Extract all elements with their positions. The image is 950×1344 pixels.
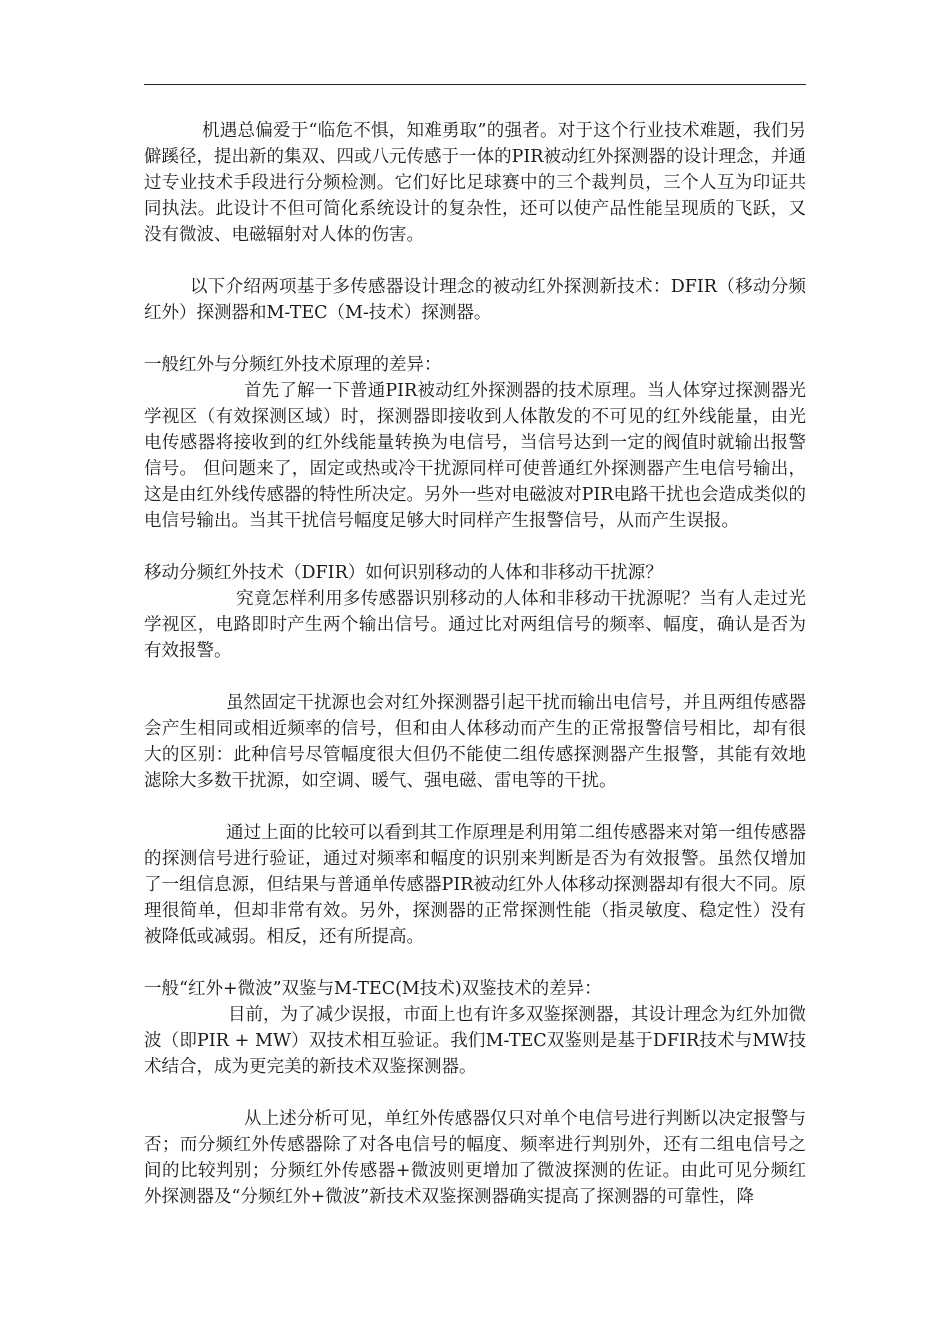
document-body [144, 118, 806, 1210]
paragraph-dfir-how: 究竟怎样利用多传感器识别移动的人体和非移动干扰源呢？当有人走过光学视区，电路即时产生两个输出信号。通过比对两组信号的频率、幅度，确认是否为有效报警。 [144, 589, 806, 661]
section-heading-dual-tech: 一般“红外+微波”双鉴与M-TEC(M技术)双鉴技术的差异： [144, 979, 602, 999]
paragraph-gap [144, 534, 806, 560]
paragraph-pir-principle: 首先了解一下普通PIR被动红外探测器的技术原理。当人体穿过探测器光学视区（有效探测区域）时，探测器即接收到人体散发的不可见的红外线能量，由光电传感器将接收到的红外线能量转换为电信号，当信号达到一定的阀值时就输出报警信号。 但问题来了，固定或热或冷干扰源同样可使普通红外探测器产生电信号输出，这是由红外线传感器的特性所决定。另外一些对电磁波对PIR电路干扰也会造成类似的电信号输出。当其干扰信号幅度足够大时同样产生报警信号，从而产生误报。 [144, 381, 806, 531]
paragraph-gap [144, 950, 806, 976]
paragraph-gap [144, 794, 806, 820]
paragraph-intro: 机遇总偏爱于“临危不惧，知难勇取”的强者。对于这个行业技术难题，我们另僻蹊径，提出新的集双、四或八元传感于一体的PIR被动红外探测器的设计理念，并通过专业技术手段进行分频检测。它们好比足球赛中的三个裁判员，三个人互为印证共同执法。此设计不但可简化系统设计的复杂性，还可以使产品性能呈现质的飞跃，又没有微波、电磁辐射对人体的伤害。 [144, 121, 806, 245]
paragraph-comparison: 通过上面的比较可以看到其工作原理是利用第二组传感器来对第一组传感器的探测信号进行验证，通过对频率和幅度的识别来判断是否为有效报警。虽然仅增加了一组信息源，但结果与普通单传感器PIR被动红外人体移动探测器却有很大不同。原理很简单，但却非常有效。另外，探测器的正常探测性能（指灵敏度、稳定性）没有被降低或减弱。相反，还有所提高。 [144, 823, 806, 947]
paragraph-gap [144, 1080, 806, 1106]
paragraph-gap [144, 664, 806, 690]
section-heading-difference: 一般红外与分频红外技术原理的差异： [144, 355, 442, 375]
paragraph-fixed-interference: 虽然固定干扰源也会对红外探测器引起干扰而输出电信号，并且两组传感器会产生相同或相近频率的信号，但和由人体移动而产生的正常报警信号相比，却有很大的区别：此种信号尽管幅度很大但仍不能使二组传感探测器产生报警，其能有效地滤除大多数干扰源，如空调、暖气、强电磁、雷电等的干扰。 [144, 693, 806, 791]
header-rule [144, 84, 806, 85]
paragraph-overview: 以下介绍两项基于多传感器设计理念的被动红外探测新技术：DFIR（移动分频红外）探测器和M-TEC（M-技术）探测器。 [144, 277, 806, 323]
paragraph-gap [144, 326, 806, 352]
paragraph-conclusion: 从上述分析可见，单红外传感器仅只对单个电信号进行判断以决定报警与否；而分频红外传感器除了对各电信号的幅度、频率进行判别外，还有二组电信号之间的比较判别；分频红外传感器+微波则更增加了微波探测的佐证。由此可见分频红外探测器及“分频红外+微波”新技术双鉴探测器确实提高了探测器的可靠性，降 [144, 1109, 806, 1207]
paragraph-dual-tech: 目前，为了减少误报，市面上也有许多双鉴探测器，其设计理念为红外加微波（即PIR + MW）双技术相互验证。我们M-TEC双鉴则是基于DFIR技术与MW技术结合，成为更完美的新技术双鉴探测器。 [144, 1005, 806, 1077]
section-heading-dfir: 移动分频红外技术（DFIR）如何识别移动的人体和非移动干扰源？ [144, 563, 663, 583]
paragraph-gap [144, 248, 806, 274]
